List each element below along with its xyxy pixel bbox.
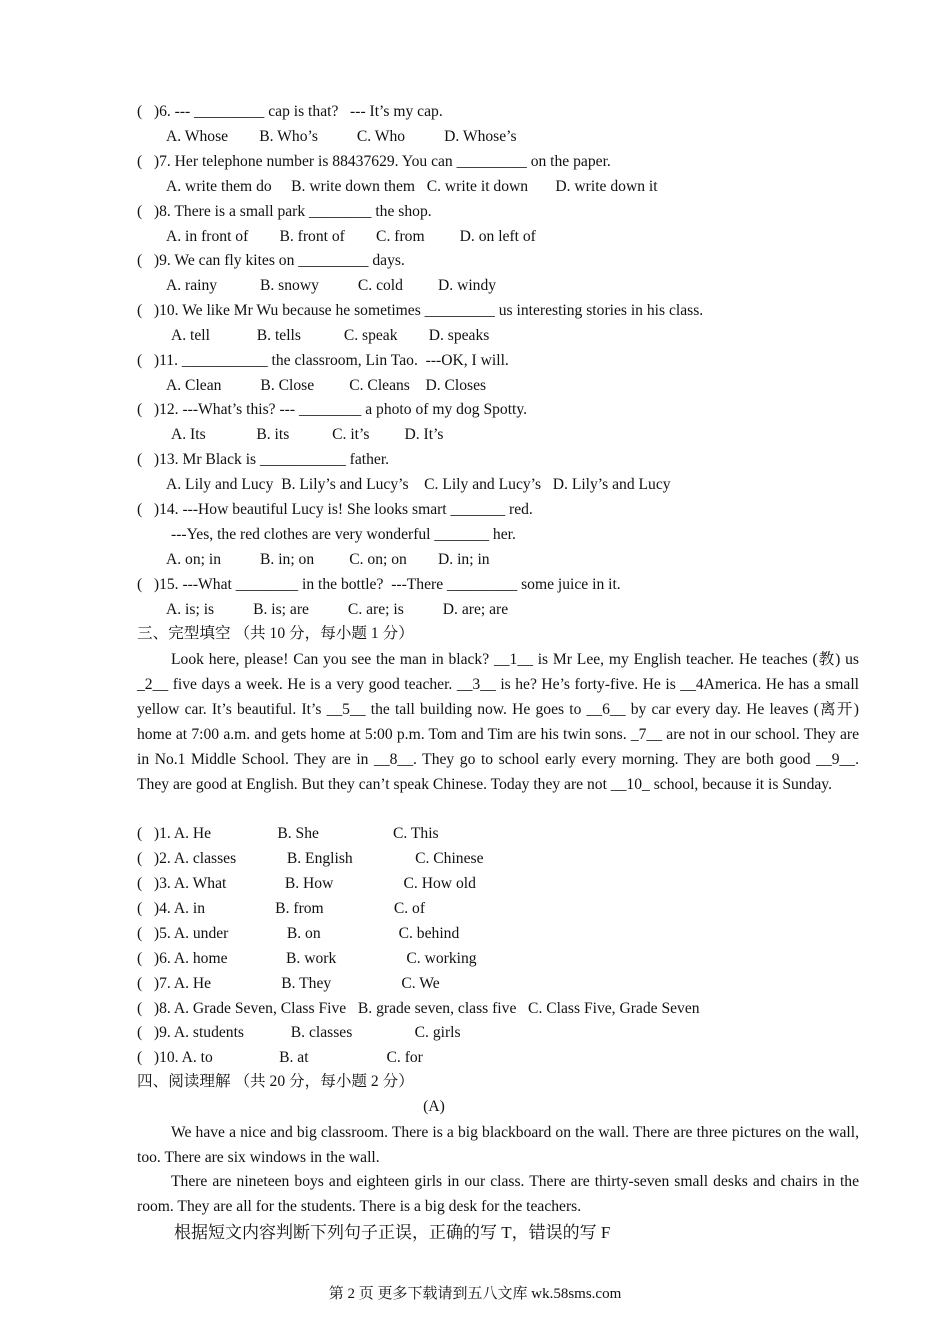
cloze-item-9: ( )9. A. students B. classes C. girls xyxy=(137,1024,461,1041)
question-12: ( )12. ---What’s this? --- ________ a photo of my dog Spotty. xyxy=(137,401,528,418)
question-14-line2: ---Yes, the red clothes are very wonderful _______ her. xyxy=(171,526,516,543)
section-4-heading: 四、阅读理解 （共 20 分，每小题 2 分） xyxy=(137,1073,414,1090)
question-6-options: A. Whose B. Who’s C. Who D. Whose’s xyxy=(166,128,517,145)
question-7: ( )7. Her telephone number is 88437629. You can _________ on the paper. xyxy=(137,153,611,170)
question-13: ( )13. Mr Black is ___________ father. xyxy=(137,451,390,468)
cloze-item-10: ( )10. A. to B. at C. for xyxy=(137,1049,423,1066)
cloze-passage: Look here, please! Can you see the man in black? __1__ is Mr Lee, my English teacher. He teaches (教) us _2__ five days a week. He is a very good teacher. __3__ is he? He’s forty-five. He is __4America. He has a small yellow car. It’s beautiful. It’s __5__ the tall building now. He goes to __6__ by car every day. He leaves (离开) home at 7:00 a.m. and gets home at 5:00 p.m. Tom and Tim are his twin sons. _7__ are not in our school. They are in No.1 Middle School. They are in __8__. They go to school early every morning. They are both good __9__. They are good at English. But they can’t speak Chinese. Today they are not __10_ school, because it is Sunday. xyxy=(137,651,859,793)
reading-instruction: 根据短文内容判断下列句子正误，正确的写 T，错误的写 F xyxy=(174,1223,611,1242)
question-11-options: A. Clean B. Close C. Cleans D. Closes xyxy=(166,377,487,394)
question-6: ( )6. --- _________ cap is that? --- It’s my cap. xyxy=(137,103,443,120)
cloze-item-4: ( )4. A. in B. from C. of xyxy=(137,900,426,917)
question-15: ( )15. ---What ________ in the bottle? ---There _________ some juice in it. xyxy=(137,576,621,593)
question-8: ( )8. There is a small park ________ the shop. xyxy=(137,203,432,220)
question-12-options: A. Its B. its C. it’s D. It’s xyxy=(171,426,444,443)
question-9: ( )9. We can fly kites on _________ days. xyxy=(137,252,405,269)
question-7-options: A. write them do B. write down them C. write it down D. write down it xyxy=(166,178,658,195)
cloze-item-7: ( )7. A. He B. They C. We xyxy=(137,975,440,992)
cloze-item-3: ( )3. A. What B. How C. How old xyxy=(137,875,476,892)
question-14: ( )14. ---How beautiful Lucy is! She looks smart _______ red. xyxy=(137,501,533,518)
question-10-options: A. tell B. tells C. speak D. speaks xyxy=(171,327,490,344)
question-13-options: A. Lily and Lucy B. Lily’s and Lucy’s C. Lily and Lucy’s D. Lily’s and Lucy xyxy=(166,476,671,493)
cloze-item-6: ( )6. A. home B. work C. working xyxy=(137,950,477,967)
cloze-item-2: ( )2. A. classes B. English C. Chinese xyxy=(137,850,484,867)
page-footer: 第 2 页 更多下载请到五八文库 wk.58sms.com xyxy=(328,1286,622,1302)
question-14-options: A. on; in B. in; on C. on; on D. in; in xyxy=(166,551,490,568)
reading-paragraph-2: There are nineteen boys and eighteen girls in our class. There are thirty-seven small desks and chairs in the room. They are all for the students. There is a big desk for the teachers. xyxy=(137,1173,859,1215)
cloze-item-1: ( )1. A. He B. She C. This xyxy=(137,825,439,842)
reading-paragraph-1: We have a nice and big classroom. There is a big blackboard on the wall. There are three pictures on the wall, too. There are six windows in the wall. xyxy=(137,1124,859,1166)
passage-label: (A) xyxy=(423,1098,445,1115)
question-15-options: A. is; is B. is; are C. are; is D. are; are xyxy=(166,601,509,618)
cloze-item-5: ( )5. A. under B. on C. behind xyxy=(137,925,460,942)
cloze-item-8: ( )8. A. Grade Seven, Class Five B. grade seven, class five C. Class Five, Grade Seven xyxy=(137,1000,700,1017)
section-3-heading: 三、完型填空 （共 10 分，每小题 1 分） xyxy=(137,625,414,642)
question-8-options: A. in front of B. front of C. from D. on left of xyxy=(166,228,536,245)
question-10: ( )10. We like Mr Wu because he sometimes _________ us interesting stories in his class. xyxy=(137,302,704,319)
question-9-options: A. rainy B. snowy C. cold D. windy xyxy=(166,277,497,294)
question-11: ( )11. ___________ the classroom, Lin Tao. ---OK, I will. xyxy=(137,352,509,369)
